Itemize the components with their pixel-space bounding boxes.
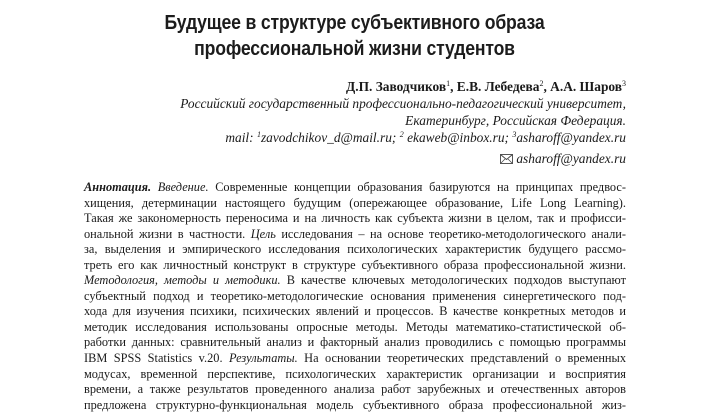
abstract-heading: Результаты.: [229, 351, 298, 366]
abstract-heading: Методология, методы и методики.: [84, 273, 281, 288]
affiliation-line-2: Екатеринбург, Российская Федерация.: [405, 113, 626, 129]
abstract-heading: Введение.: [157, 180, 216, 194]
abstract-line: [84, 273, 626, 289]
abstract-label: Аннотация.: [84, 180, 158, 194]
email-mark: 2: [399, 130, 404, 140]
abstract-line: [84, 258, 626, 274]
abstract-text: предложена структурно-функциональная модель субъективного образа профессиональной жиз-: [84, 397, 626, 412]
abstract-line: [84, 180, 626, 196]
email-mark: 1: [256, 130, 261, 140]
abstract-line: [84, 289, 626, 305]
author-separator: ,: [543, 79, 551, 94]
author-affiliation-mark: 3: [622, 79, 626, 88]
abstract-text: IBM SPSS Statistics v.20.: [84, 351, 229, 366]
abstract-text: субъектный подход и теоретико-методологические основания применения синергетического под-: [84, 288, 626, 303]
email-mark: 3: [512, 130, 517, 140]
abstract-text: работки данных: сравнительный анализ и факторный анализ проводились с помощью программы: [84, 335, 626, 350]
abstract-line: [84, 351, 626, 367]
abstract-heading: Цель: [250, 226, 276, 241]
author-separator: ,: [450, 79, 457, 94]
mail-label: mail:: [225, 130, 257, 146]
author-affiliation-mark: 2: [539, 79, 544, 88]
author-name: А.А. Шаров: [550, 79, 622, 94]
corresponding-contact: [500, 150, 626, 167]
abstract-text: исследования – на основе теоретико-методологического анали-: [275, 226, 626, 241]
author-affiliation-mark: 1: [446, 79, 451, 88]
affiliation: [180, 95, 626, 147]
abstract-text: Такая же закономерность переносима и на личность как субъекта жизни в целом, так и профисси-: [84, 211, 626, 226]
abstract-text: На основании теоретических представлений о временных: [297, 351, 627, 366]
abstract-line: [84, 211, 626, 227]
author-list: [346, 78, 626, 95]
affiliation-line-1: Российский государственный профессионально-педагогический университет,: [180, 96, 626, 111]
abstract-text: методик исследования использованы опросные методы. Методы математико-статистической об-: [84, 319, 626, 334]
abstract-text: В качестве ключевых методологических подходов выступают: [280, 273, 626, 288]
abstract-line: [84, 320, 626, 336]
abstract-line: [84, 382, 626, 398]
title-line-2: профессиональной жизни студентов: [194, 37, 515, 60]
abstract-text: хода для изучения психики, психических явлений и процессов. В качестве конкретных методов и: [84, 304, 626, 319]
abstract-text: треть его как личностный конструкт в структуре субъективного образа профессиональной жизни.: [84, 257, 626, 272]
abstract-text: ональной жизни в частности.: [84, 226, 251, 241]
author-name: Д.П. Заводчиков: [346, 79, 447, 94]
email-link[interactable]: zavodchikov_d@mail.ru;: [260, 130, 400, 146]
abstract-text: за, выделения и эмпирического исследования психологических характеристик будущего рассмо-: [84, 242, 626, 257]
corresponding-email-link[interactable]: asharoff@yandex.ru: [516, 151, 626, 166]
abstract-line: [84, 196, 626, 212]
abstract-text: модусах, временной перспективе, психологических характеристик организации и восприятия: [84, 366, 626, 381]
abstract: [84, 180, 626, 413]
abstract-line: [84, 242, 626, 258]
abstract-line: [84, 227, 626, 243]
abstract-text: хищения, детерминации настоящего будущим (опережающее образование, Life Long Learning).: [84, 195, 626, 210]
email-link[interactable]: asharoff@yandex.ru: [516, 130, 626, 146]
abstract-line: [84, 367, 626, 383]
abstract-line: [84, 304, 626, 320]
abstract-text: времени, а также результатов проведенного анализа работ зарубежных и отечественных авторов: [84, 382, 626, 397]
email-line: [180, 129, 626, 146]
abstract-line: [84, 335, 626, 351]
title-line-1: Будущее в структуре субъективного образа: [164, 11, 545, 34]
email-link[interactable]: ekaweb@inbox.ru;: [403, 130, 513, 146]
abstract-text: Современные концепции образования базируются на принципах предвос-: [215, 180, 627, 194]
envelope-icon: [500, 154, 513, 164]
paper-title: [50, 10, 660, 62]
author-name: Е.В. Лебедева: [456, 79, 540, 94]
